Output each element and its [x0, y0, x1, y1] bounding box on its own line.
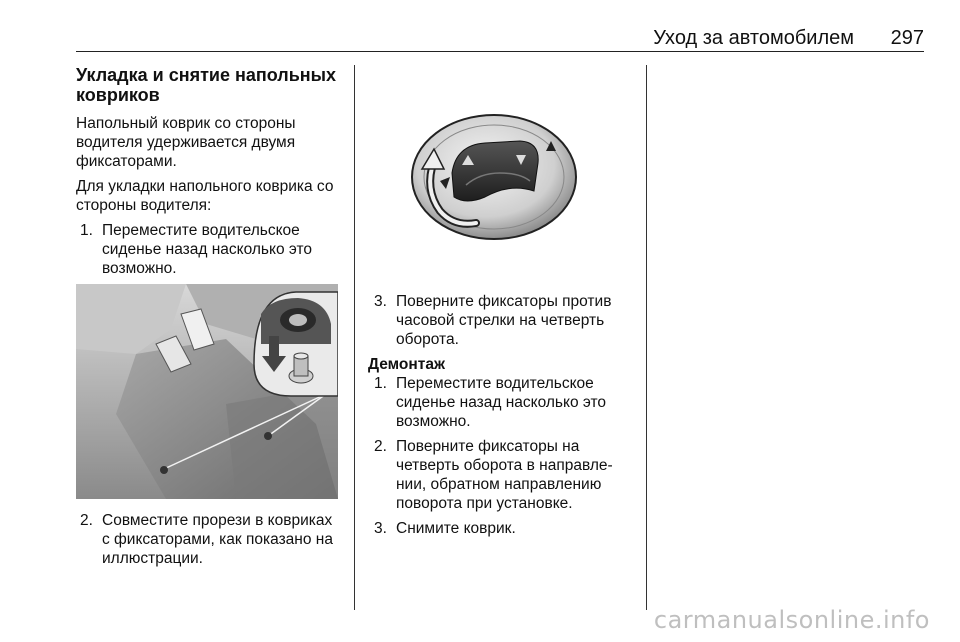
step-number: 2.: [80, 512, 93, 529]
step-text: Снимите коврик.: [396, 520, 516, 537]
list-item: [370, 292, 632, 349]
step-text: Поверните фиксаторы против часовой стрелки на четверть оборота.: [396, 293, 612, 348]
left-column: [76, 65, 338, 574]
step-number: 1.: [80, 222, 93, 239]
step-number: 1.: [374, 375, 387, 392]
step-text: Переместите водительское сиденье назад насколько это возможно.: [396, 375, 606, 430]
list-item: [76, 511, 338, 568]
step-text: Переместите водительское сиденье назад насколько это возможно.: [102, 222, 312, 277]
header-title: Уход за автомобилем: [653, 27, 854, 49]
list-item: [370, 437, 632, 513]
intro-paragraph: Напольный коврик со стороны водителя удерживается двумя фиксаторами.: [76, 115, 296, 170]
removal-steps-list: [370, 374, 632, 538]
column-divider: [354, 65, 355, 610]
page-header: [76, 25, 924, 52]
section-heading: Укладка и снятие напольных ковриков: [76, 65, 337, 105]
retainer-illustration: [370, 65, 632, 280]
list-item: [76, 221, 338, 278]
step-number: 3.: [374, 293, 387, 310]
list-item: [370, 519, 632, 538]
step-text: Поверните фиксаторы на четверть оборота в направле-нии, обратном направлению поворота при установке.: [396, 438, 613, 512]
floor-mat-illustration: [76, 284, 338, 499]
lead-paragraph: Для укладки напольного коврика со стороны водителя:: [76, 178, 334, 214]
removal-heading: Демонтаж: [368, 356, 445, 373]
step-number: 2.: [374, 438, 387, 455]
install-step-3: [370, 292, 632, 349]
watermark: carmanualsonline.info: [653, 606, 930, 634]
middle-column: [370, 65, 632, 544]
install-steps-list: [76, 221, 338, 278]
step-text: Совместите прорези в ковриках с фиксаторами, как показано на иллюстрации.: [102, 512, 333, 567]
list-item: [370, 374, 632, 431]
step-number: 3.: [374, 520, 387, 537]
column-divider: [646, 65, 647, 610]
install-steps-list-continued: [76, 511, 338, 568]
page-number: 297: [890, 27, 924, 49]
